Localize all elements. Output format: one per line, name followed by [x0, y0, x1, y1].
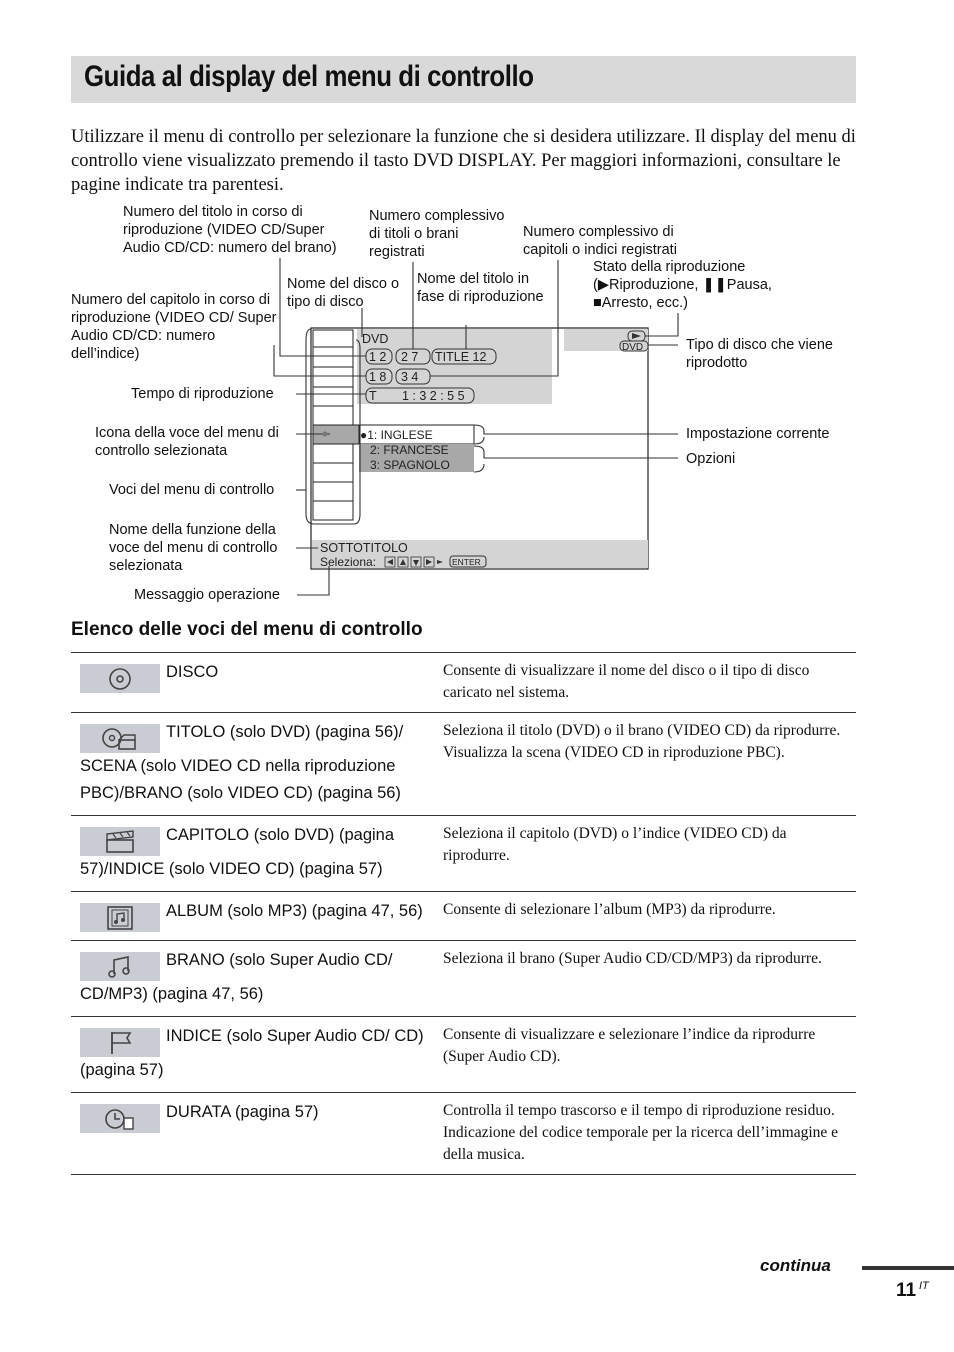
continua-label: continua — [760, 1256, 831, 1275]
page-number: 11 — [896, 1280, 917, 1301]
row-desc: Consente di visualizzare il nome del disco o il tipo di disco caricato nel sistema. — [443, 662, 810, 701]
intro-paragraph: Utilizzare il menu di controllo per selezionare la funzione che si desidera utilizzare. Il display del menu di controllo viene visualizzato premendo il tasto DVD DISPLAY. Per maggiori informazioni, consultare le pagine indicate tra parentesi. — [71, 127, 856, 195]
label-chapter-number: Numero del capitolo in corso di riproduzione (VIDEO CD/ Super Audio CD/CD: numero dell’indice) — [71, 292, 277, 362]
row-label: TITOLO (solo DVD) (pagina 56)/ SCENA (solo VIDEO CD nella riproduzione PBC)/BRANO (solo VIDEO CD) (pagina 56) — [80, 723, 404, 802]
label-playback-status: Stato della riproduzione (▶Riproduzione, ❚❚Pausa, ■Arresto, ecc.) — [593, 259, 772, 311]
screen-time: 1 : 3 2 : 5 5 — [402, 389, 465, 403]
screen-message: Seleziona: — [320, 555, 377, 569]
table-row — [71, 653, 856, 713]
table-row — [71, 713, 856, 816]
screen-status-disc: DVD — [622, 342, 644, 353]
title-icon — [80, 724, 160, 753]
row-label: CAPITOLO (solo DVD) (pagina 57)/INDICE (solo VIDEO CD) (pagina 57) — [80, 826, 395, 878]
row-label: BRANO (solo Super Audio CD/ CD/MP3) (pagina 47, 56) — [80, 951, 393, 1003]
screen-chapter-total: 3 4 — [401, 370, 419, 384]
label-selected-icon: Icona della voce del menu di controllo selezionata — [95, 425, 279, 459]
page-title: Guida al display del menu di controllo — [84, 60, 534, 93]
screen-chapter-num: 1 8 — [369, 370, 387, 384]
label-total-chapters: Numero complessivo di capitoli o indici registrati — [523, 224, 677, 258]
table-row — [71, 941, 856, 1017]
row-desc: Consente di selezionare l’album (MP3) da riprodurre. — [443, 901, 776, 918]
time-icon — [80, 1104, 160, 1133]
screen-option-1: ●1: INGLESE — [360, 428, 433, 442]
section-title: Elenco delle voci del menu di controllo — [71, 619, 423, 640]
row-desc: Seleziona il titolo (DVD) o il brano (VIDEO CD) da riprodurre. — [443, 722, 841, 739]
label-disc-type: Tipo di disco che viene riprodotto — [686, 337, 833, 371]
screen-time-prefix: T — [369, 389, 377, 403]
label-title-name: Nome del titolo in fase di riproduzione — [417, 271, 544, 305]
menu-items-table — [71, 652, 856, 1175]
row-desc: Indicazione del codice temporale per la ricerca dell’immagine e della musica. — [443, 1124, 839, 1163]
row-label: INDICE (solo Super Audio CD/ CD) (pagina 57) — [80, 1027, 424, 1079]
row-desc: Consente di visualizzare e selezionare l’indice da riprodurre (Super Audio CD). — [443, 1026, 816, 1065]
chapter-icon — [80, 827, 160, 856]
screen-function: SOTTOTITOLO — [320, 541, 408, 555]
page-language: IT — [919, 1280, 929, 1292]
screen-disc: DVD — [362, 332, 389, 346]
screen-title-total: 2 7 — [401, 350, 419, 364]
label-function-name: Nome della funzione della voce del menu di controllo selezionata — [109, 522, 278, 574]
row-desc: Seleziona il brano (Super Audio CD/CD/MP3) da riprodurre. — [443, 950, 822, 967]
label-total-titles: Numero complessivo di titoli o brani registrati — [369, 208, 505, 260]
screen-option-3: 3: SPAGNOLO — [370, 458, 450, 472]
row-label: DISCO — [166, 663, 219, 681]
row-label: ALBUM (solo MP3) (pagina 47, 56) — [166, 902, 423, 920]
table-row — [71, 1093, 856, 1175]
row-label: DURATA (pagina 57) — [166, 1103, 319, 1121]
row-desc: Controlla il tempo trascorso e il tempo di riproduzione residuo. — [443, 1102, 835, 1119]
screen-title-name: TITLE 12 — [435, 350, 487, 364]
continua-rule — [862, 1266, 954, 1270]
track-icon — [80, 952, 160, 981]
label-options: Opzioni — [686, 451, 736, 467]
label-operation-message: Messaggio operazione — [134, 587, 280, 603]
label-disc-name: Nome del disco o tipo di disco — [287, 276, 400, 310]
index-icon — [80, 1028, 160, 1057]
screen-enter: ENTER — [452, 557, 481, 567]
label-title-number: Numero del titolo in corso di riproduzione (VIDEO CD/Super Audio CD/CD: numero del brano) — [123, 204, 337, 256]
table-row — [71, 1017, 856, 1093]
row-desc: Seleziona il capitolo (DVD) o l’indice (VIDEO CD) da riprodurre. — [443, 825, 787, 864]
label-playing-time: Tempo di riproduzione — [131, 386, 274, 402]
row-desc: Visualizza la scena (VIDEO CD in riproduzione PBC). — [443, 744, 785, 761]
label-menu-items: Voci del menu di controllo — [109, 482, 275, 498]
label-current-setting: Impostazione corrente — [686, 426, 830, 442]
disc-icon — [80, 664, 160, 693]
screen-title-num: 1 2 — [369, 350, 387, 364]
screen-option-2: 2: FRANCESE — [370, 443, 449, 457]
table-row — [71, 816, 856, 892]
album-icon — [80, 903, 160, 932]
table-row — [71, 892, 856, 941]
